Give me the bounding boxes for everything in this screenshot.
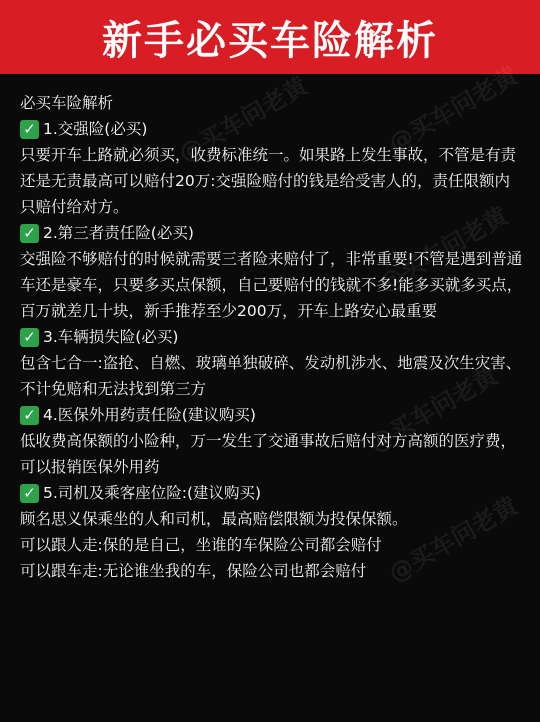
- section-heading-text: 3.车辆损失险(必买): [43, 328, 179, 346]
- section-body: 交强险不够赔付的时候就需要三者险来赔付了，非常重要!不管是遇到普通车还是豪车，只要多买点保额，自己要赔付的钱就不多!能多买就多买点，百万就差几十块，新手推荐至少200万，开车上路安心最重要: [20, 250, 523, 320]
- section-heading: [20, 324, 524, 350]
- check-mark-icon: ✓: [20, 328, 39, 347]
- section-2: [20, 220, 524, 324]
- section-5: [20, 480, 524, 532]
- section-heading: [20, 116, 524, 142]
- section-heading-text: 4.医保外用药责任险(建议购买): [43, 406, 256, 424]
- article-content: [20, 90, 524, 584]
- section-heading: [20, 402, 524, 428]
- section-body: 低收费高保额的小险种，万一发生了交通事故后赔付对方高额的医疗费，可以报销医保外用药: [20, 432, 517, 476]
- section-heading-text: 2.第三者责任险(必买): [43, 224, 194, 242]
- section-heading: [20, 480, 524, 506]
- extra-line: 可以跟车走:无论谁坐我的车，保险公司也都会赔付: [20, 562, 367, 580]
- intro-line: 必买车险解析: [20, 94, 114, 112]
- section-body: 顾名思义保乘坐的人和司机，最高赔偿限额为投保保额。: [20, 510, 408, 528]
- section-heading-text: 5.司机及乘客座位险:(建议购买): [43, 484, 262, 502]
- check-mark-icon: ✓: [20, 406, 39, 425]
- section-body: 包含七合一:盗抢、自燃、玻璃单独破碎、发动机涉水、地震及次生灾害、不计免赔和无法找到第三方: [20, 354, 522, 398]
- watermark: @买车问老黄: [173, 71, 313, 168]
- section-4: [20, 402, 524, 480]
- section-heading: [20, 220, 524, 246]
- section-heading-text: 1.交强险(必买): [43, 120, 148, 138]
- title-banner: [0, 0, 540, 74]
- watermark: @买车问老黄: [373, 201, 513, 298]
- watermark: @买车问老黄: [383, 491, 523, 588]
- check-mark-icon: ✓: [20, 120, 39, 139]
- extra-line: 可以跟人走:保的是自己，坐谁的车保险公司都会赔付: [20, 536, 382, 554]
- section-1: [20, 116, 524, 220]
- section-body: 只要开车上路就必须买，收费标准统一。如果路上发生事故，不管是有责还是无责最高可以赔付20万:交强险赔付的钱是给受害人的，责任限额内只赔付给对方。: [20, 146, 517, 216]
- section-3: [20, 324, 524, 402]
- check-mark-icon: ✓: [20, 484, 39, 503]
- watermark: @买车问老黄: [363, 361, 503, 458]
- check-mark-icon: ✓: [20, 224, 39, 243]
- page-title: 新手必买车险解析: [102, 17, 438, 64]
- watermark: @买车问老黄: [383, 61, 523, 158]
